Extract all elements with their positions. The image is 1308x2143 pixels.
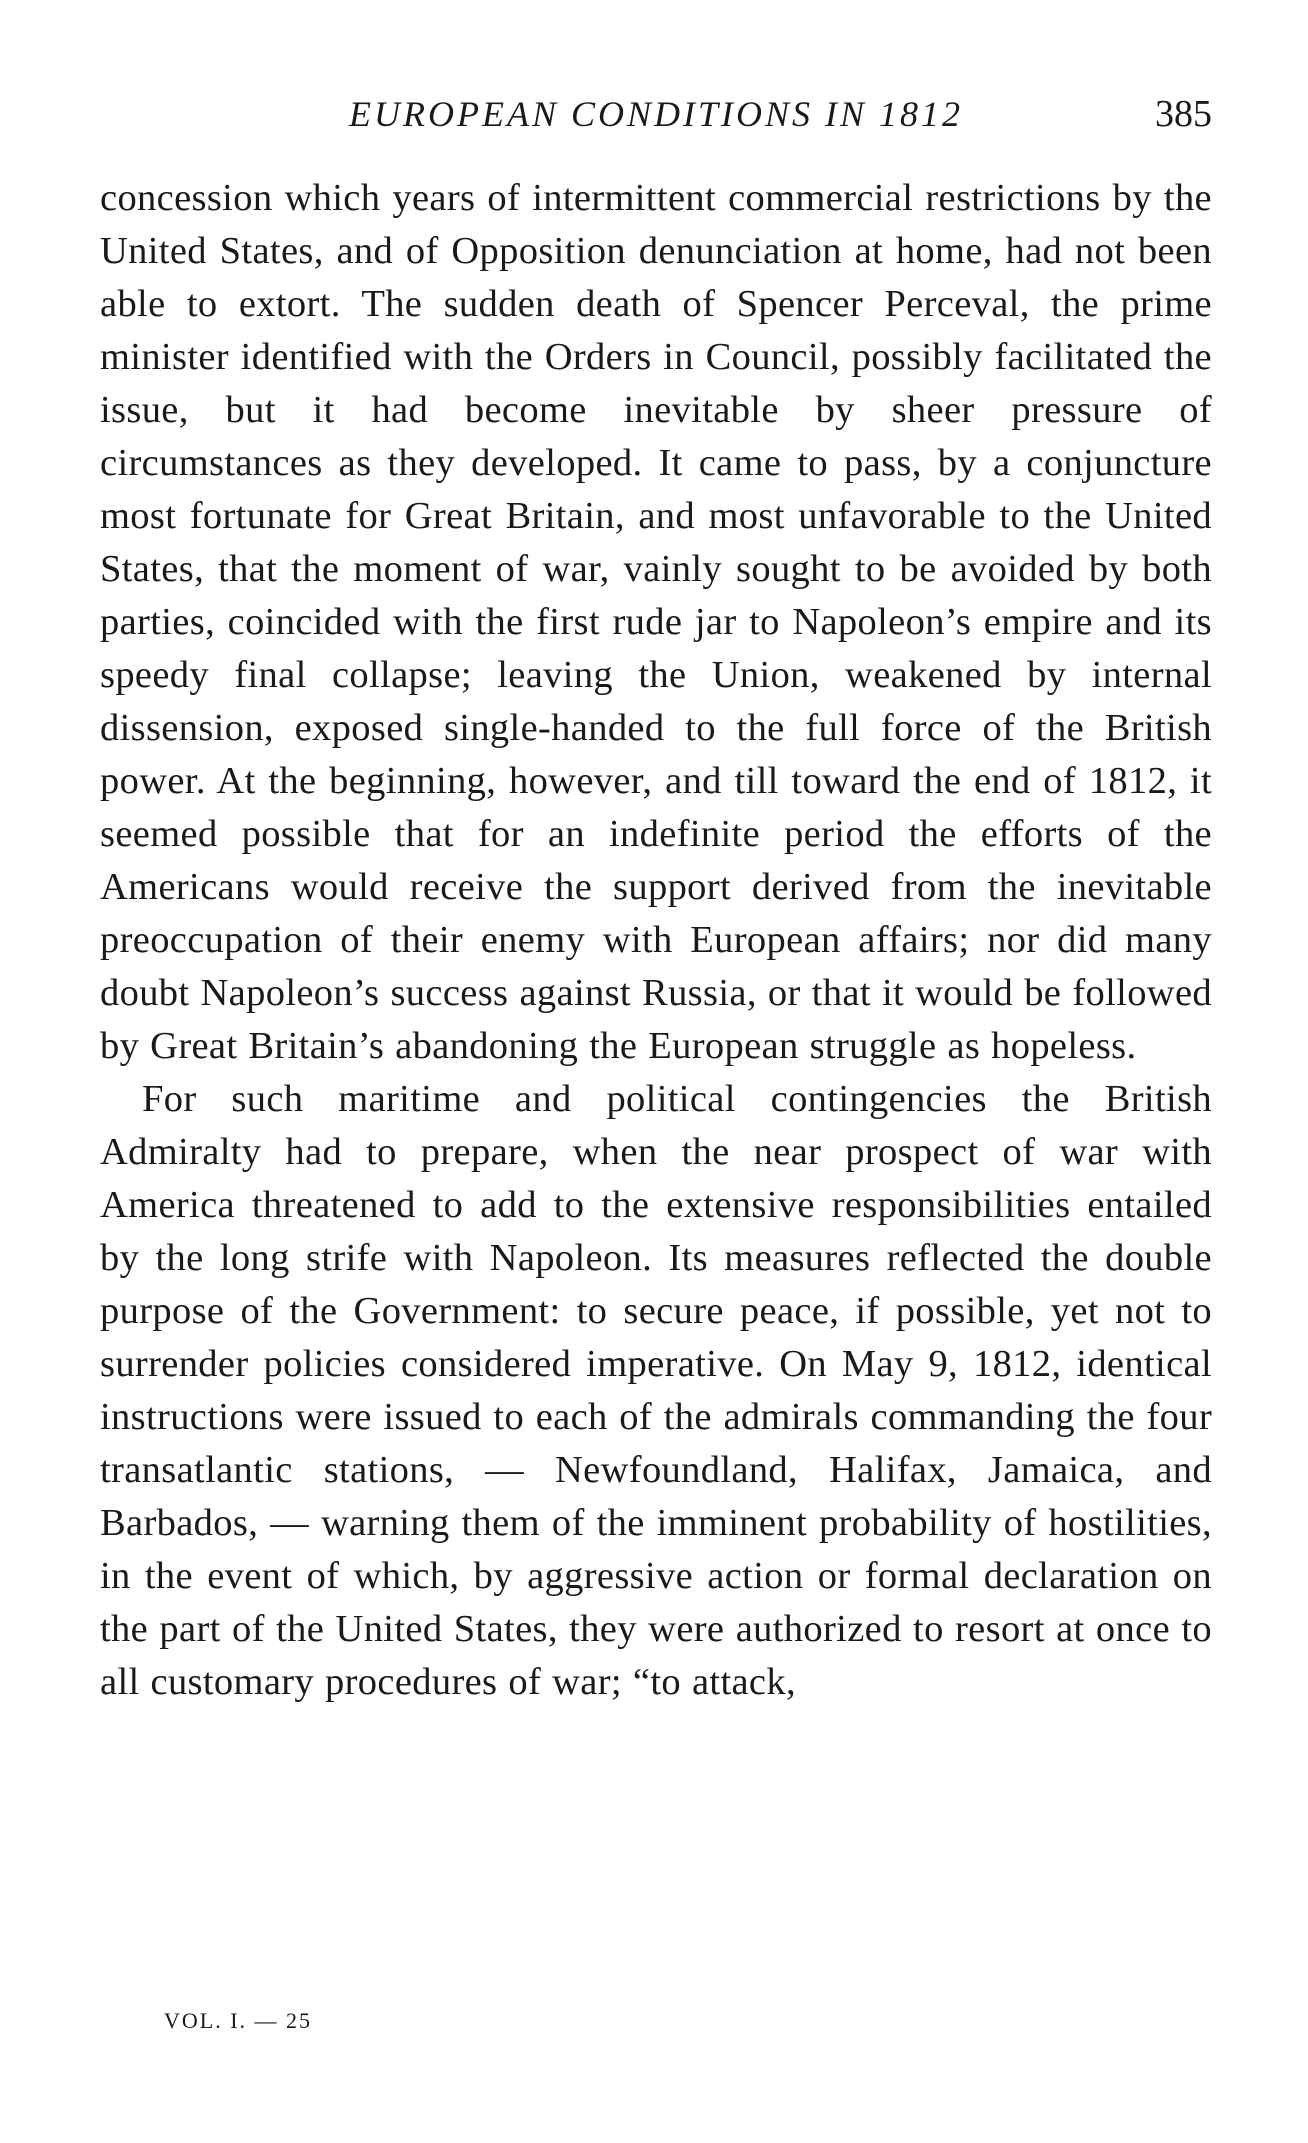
book-page (100, 92, 1212, 2112)
body-text (100, 172, 1212, 1709)
signature-mark: VOL. I. — 25 (164, 2008, 313, 2033)
page-number: 385 (1155, 93, 1212, 135)
paragraph-2: For such maritime and political contingencies the British Admiralty had to prepare, when the near prospect of war with America threatened to add to the extensive responsibilities entailed by the long strife with Napoleon. Its measures reflected the double purpose of the Government: to secure peace, if possible, yet not to surrender policies considered imperative. On May 9, 1812, identical instructions were issued to each of the admirals commanding the four transatlantic stations, — Newfoundland, Halifax, Jamaica, and Barbados, — warning them of the imminent probability of hostilities, in the event of which, by aggressive action or formal declaration on the part of the United States, they were authorized to resort at once to all customary procedures of war; “to attack, (100, 1078, 1212, 1703)
paragraph-1: concession which years of intermittent commercial restrictions by the United States, and of Opposition denunciation at home, had not been able to extort. The sudden death of Spencer Perceval, the prime minister identified with the Orders in Council, possibly facilitated the issue, but it had become inevitable by sheer pressure of circumstances as they developed. It came to pass, by a conjuncture most fortunate for Great Britain, and most unfavorable to the United States, that the moment of war, vainly sought to be avoided by both parties, coincided with the first rude jar to Napoleon’s empire and its speedy final collapse; leaving the Union, weakened by internal dissension, exposed single-handed to the full force of the British power. At the beginning, however, and till toward the end of 1812, it seemed possible that for an indefinite period the efforts of the Americans would receive the support derived from the inevitable preoccupation of their enemy with European affairs; nor did many doubt Napoleon’s success against Russia, or that it would be followed by Great Britain’s abandoning the European struggle as hopeless. (100, 177, 1212, 1067)
running-title: EUROPEAN CONDITIONS IN 1812 (349, 94, 963, 134)
running-head (100, 92, 1212, 152)
